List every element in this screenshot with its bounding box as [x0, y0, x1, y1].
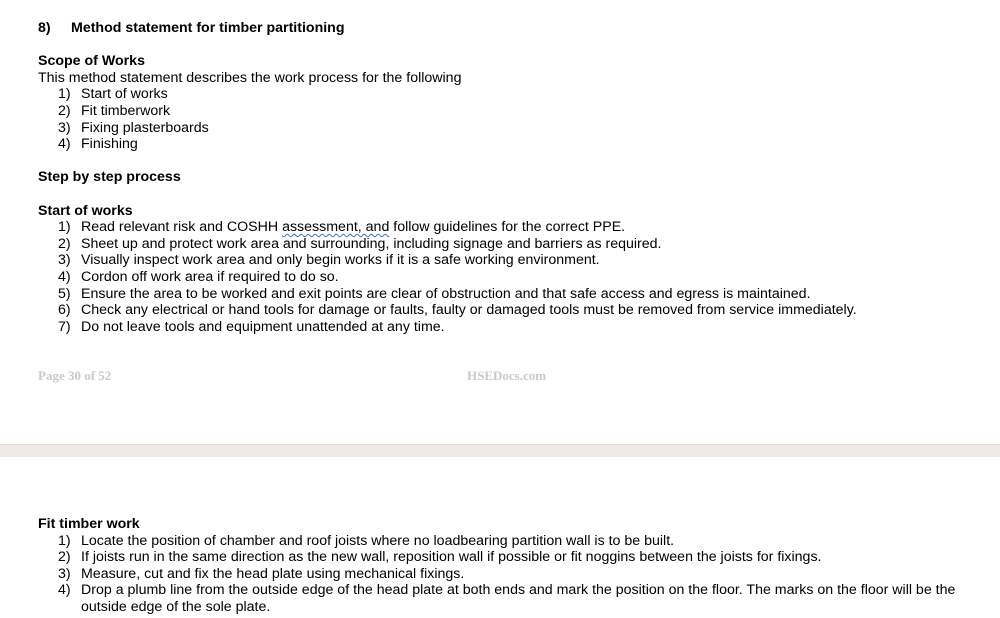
list-item: [38, 566, 978, 583]
list-item: [38, 236, 978, 253]
list-marker: 3): [58, 119, 71, 136]
list-marker: 3): [58, 252, 71, 269]
page-number: Page 30 of 52: [38, 368, 112, 383]
list-marker: 4): [58, 136, 71, 153]
list-item: [38, 120, 978, 137]
list-marker: 4): [58, 582, 71, 599]
list-marker: 5): [58, 285, 71, 302]
list-item-text: Sheet up and protect work area and surrounding, including signage and barriers as required.: [81, 235, 662, 252]
list-item-text: Do not leave tools and equipment unattended at any time.: [81, 318, 445, 335]
list-item: [38, 286, 978, 303]
list-item: [38, 103, 978, 120]
fit-heading: Fit timber work: [38, 516, 140, 532]
list-item: [38, 302, 978, 319]
document-page-31: [0, 457, 1000, 618]
list-item: [38, 252, 978, 269]
footer-site-name: HSEDocs.com: [467, 368, 547, 383]
list-marker: 2): [58, 549, 71, 566]
step-heading: Step by step process: [38, 169, 181, 186]
list-item-text: Fixing plasterboards: [81, 119, 209, 136]
section-number: 8): [38, 20, 51, 36]
start-heading: Start of works: [38, 202, 133, 219]
list-marker: 6): [58, 302, 71, 319]
list-item-text: Cordon off work area if required to do so.: [81, 268, 339, 285]
list-item: [38, 319, 978, 336]
list-item: [38, 549, 978, 566]
list-item: [38, 533, 978, 550]
list-item: [38, 269, 978, 286]
scope-list: [38, 86, 978, 152]
list-marker: 3): [58, 565, 71, 582]
list-item-text: Locate the position of chamber and roof joists where no loadbearing partition wall is to be built.: [81, 532, 675, 549]
list-item-text: Start of works: [81, 86, 168, 103]
list-item: [38, 219, 978, 236]
section-title: Method statement for timber partitioning: [71, 20, 345, 36]
list-item-text: If joists run in the same direction as the new wall, reposition wall if possible or fit noggins between the joists for fixings.: [81, 549, 822, 566]
fit-list: [38, 533, 978, 616]
list-marker: 1): [58, 219, 71, 236]
list-item-text: Visually inspect work area and only begin works if it is a safe working environment.: [81, 252, 600, 269]
text-segment: follow guidelines for the correct PPE.: [389, 219, 626, 236]
list-marker: 1): [58, 532, 71, 549]
grammar-flagged-text[interactable]: assessment, and: [282, 219, 390, 236]
list-item-text: Check any electrical or hand tools for damage or faults, faulty or damaged tools must be removed from service immediately.: [81, 302, 857, 319]
list-item: [38, 582, 978, 615]
page-break-gap: [0, 444, 1000, 458]
start-list: [38, 219, 978, 335]
list-marker: 2): [58, 235, 71, 252]
scope-heading: Scope of Works: [38, 53, 145, 70]
list-item-text: Fit timberwork: [81, 102, 171, 119]
list-item: [38, 136, 978, 153]
list-item: [38, 86, 978, 103]
list-marker: 7): [58, 318, 71, 335]
scope-intro: This method statement describes the work process for the following: [38, 69, 462, 86]
list-marker: 1): [58, 86, 71, 103]
list-item-text: Drop a plumb line from the outside edge of the head plate at both ends and mark the position on the floor. The marks on the floor will be the outside edge of the sole plate.: [81, 582, 956, 615]
list-item-text: Ensure the area to be worked and exit points are clear of obstruction and that safe access and egress is maintained.: [81, 285, 811, 302]
text-segment: Read relevant risk and COSHH: [81, 219, 283, 236]
section-heading: [38, 20, 978, 37]
list-marker: 4): [58, 268, 71, 285]
page-content: [38, 20, 978, 335]
list-item-text: Finishing: [81, 136, 138, 153]
list-item-text: [81, 219, 978, 236]
page-content: [38, 516, 978, 616]
list-item-text: Measure, cut and fix the head plate using mechanical fixings.: [81, 565, 465, 582]
list-marker: 2): [58, 102, 71, 119]
